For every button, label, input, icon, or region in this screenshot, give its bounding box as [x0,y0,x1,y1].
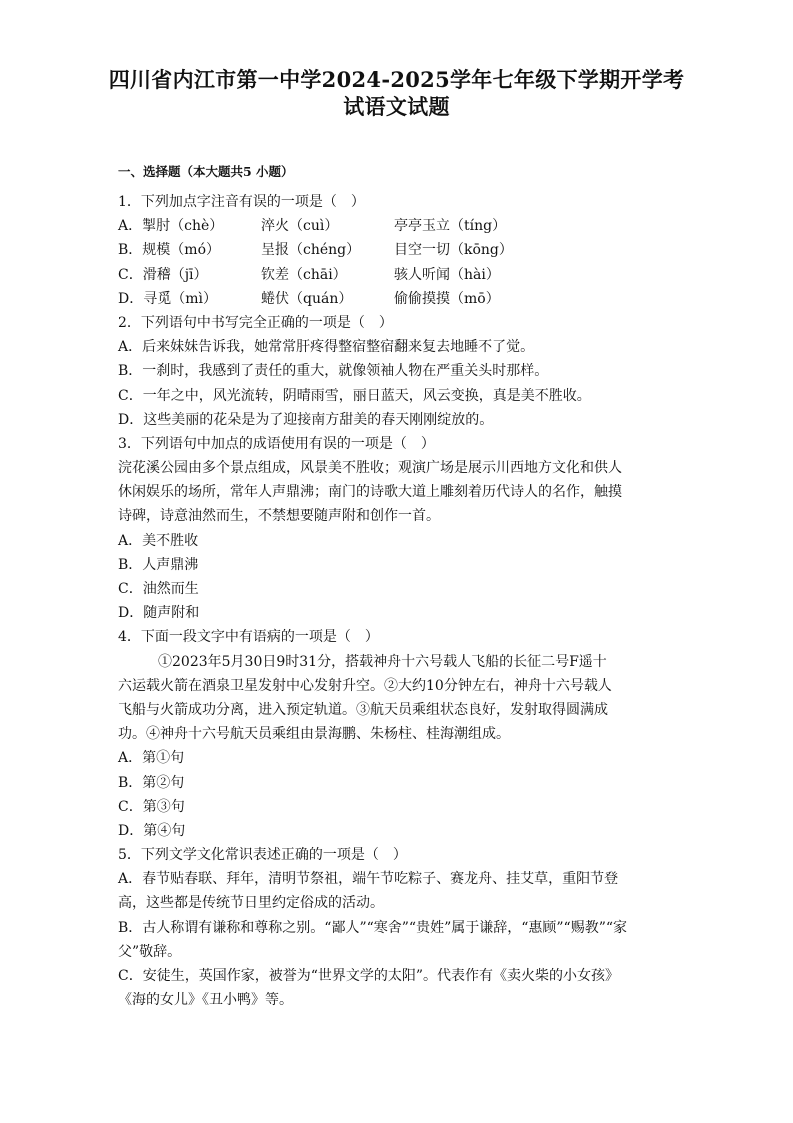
q2-option-b[interactable]: B．一刹时，我感到了责任的重大，就像领袖人物在严重关头时那样。 [118,363,549,380]
q1-option-a[interactable] [118,214,678,238]
title-line-1: 四川省内江市第一中学2024-2025学年七年级下学期开学考 [108,67,685,92]
q3-passage-line: 休闲娱乐的场所，常年人声鼎沸；南门的诗歌大道上雕刻着历代诗人的名作，触摸 [118,484,622,501]
q1-c-col3: 骇人听闻（hài） [394,266,500,283]
q4-stem: 4．下面一段文字中有语病的一项是（ ） [118,629,379,646]
q1-option-d[interactable] [118,287,678,311]
q5-option-c-cont: 《海的女儿》《丑小鸭》等。 [118,992,293,1009]
q1-option-c[interactable] [118,263,678,287]
q4-option-b[interactable]: B．第②句 [118,774,185,791]
q4-passage-line: ①2023年5月30日9时31分，搭载神舟十六号载人飞船的长征二号F遥十 [158,653,607,670]
q1-c-col1: C．滑稽（jī） [118,266,208,283]
q1-stem: 1．下列加点字注音有误的一项是（ ） [118,194,365,210]
q4-passage-line: 功。④神舟十六号航天员乘组由景海鹏、朱杨柱、桂海潮组成。 [118,726,510,743]
q1-d-col3: 偷偷摸摸（mō） [394,290,500,307]
q1-option-b[interactable] [118,238,678,262]
section-heading: 一、选择题（本大题共5 小题） [118,164,294,179]
q1-a-col1: A．掣肘（chè） [118,218,224,235]
q5-option-b[interactable]: B．古人称谓有谦称和尊称之别。“鄙人”“寒舍”“贵姓”属于谦辞，“惠顾”“赐教”“家 [118,919,628,936]
q4-passage-line: 六运载火箭在酒泉卫星发射中心发射升空。②大约10分钟左右，神舟十六号载人 [118,677,612,694]
question-list [118,190,678,1012]
q3-passage-line: 浣花溪公园由多个景点组成，风景美不胜收；观演广场是展示川西地方文化和供人 [118,460,622,477]
q2-option-c[interactable]: C．一年之中，风光流转，阴晴雨雪，丽日蓝天，风云变换，真是美不胜收。 [118,387,591,404]
q1-b-col1: B．规模（mó） [118,242,220,259]
q3-stem: 3．下列语句中加点的成语使用有误的一项是（ ） [118,435,435,452]
q5-stem: 5．下列文学文化常识表述正确的一项是（ ） [118,847,407,864]
q4-option-d[interactable]: D．第④句 [118,822,186,839]
q2-option-a[interactable]: A．后来妹妹告诉我，她常常肝疼得整宿整宿翻来复去地睡不了觉。 [118,339,535,356]
q4-option-a[interactable]: A．第①句 [118,750,185,767]
q4-option-c[interactable]: C．第③句 [118,798,185,815]
q3-passage-line: 诗碑，诗意油然而生，不禁想要随声附和创作一首。 [118,508,440,525]
q2-option-d[interactable]: D．这些美丽的花朵是为了迎接南方甜美的春天刚刚绽放的。 [118,411,494,428]
q1-c-col2: 钦差（chāi） [261,266,347,283]
q3-option-b[interactable]: B．人声鼎沸 [118,556,199,573]
title-line-2: 试语文试题 [343,94,450,119]
q5-option-a-cont: 高，这些都是传统节日里约定俗成的活动。 [118,895,384,912]
q1-a-col2: 淬火（cuì） [261,218,339,235]
q3-option-d[interactable]: D．随声附和 [118,605,200,622]
q3-option-c[interactable]: C．油然而生 [118,581,199,597]
q5-option-a[interactable]: A．春节贴春联、拜年，清明节祭祖，端午节吃粽子、赛龙舟、挂艾草，重阳节登 [118,871,619,888]
q3-option-a[interactable]: A．美不胜收 [118,532,199,549]
q1-b-col2: 呈报（chéng） [261,242,361,259]
q1-b-col3: 目空一切（kōng） [394,242,513,259]
q2-stem: 2．下列语句中书写完全正确的一项是（ ） [118,314,393,331]
q1-a-col3: 亭亭玉立（tíng） [394,218,507,235]
page-title [100,66,693,120]
q1-d-col2: 蜷伏（quán） [261,290,353,307]
q5-option-b-cont: 父”敬辞。 [118,943,182,960]
q5-option-c[interactable]: C．安徒生，英国作家，被誉为“世界文学的太阳”。代表作有《卖火柴的小女孩》 [118,968,620,984]
q4-passage-line: 飞船与火箭成功分离，进入预定轨道。③航天员乘组状态良好，发射取得圆满成 [118,701,608,718]
q1-d-col1: D．寻觅（mì） [118,290,217,307]
